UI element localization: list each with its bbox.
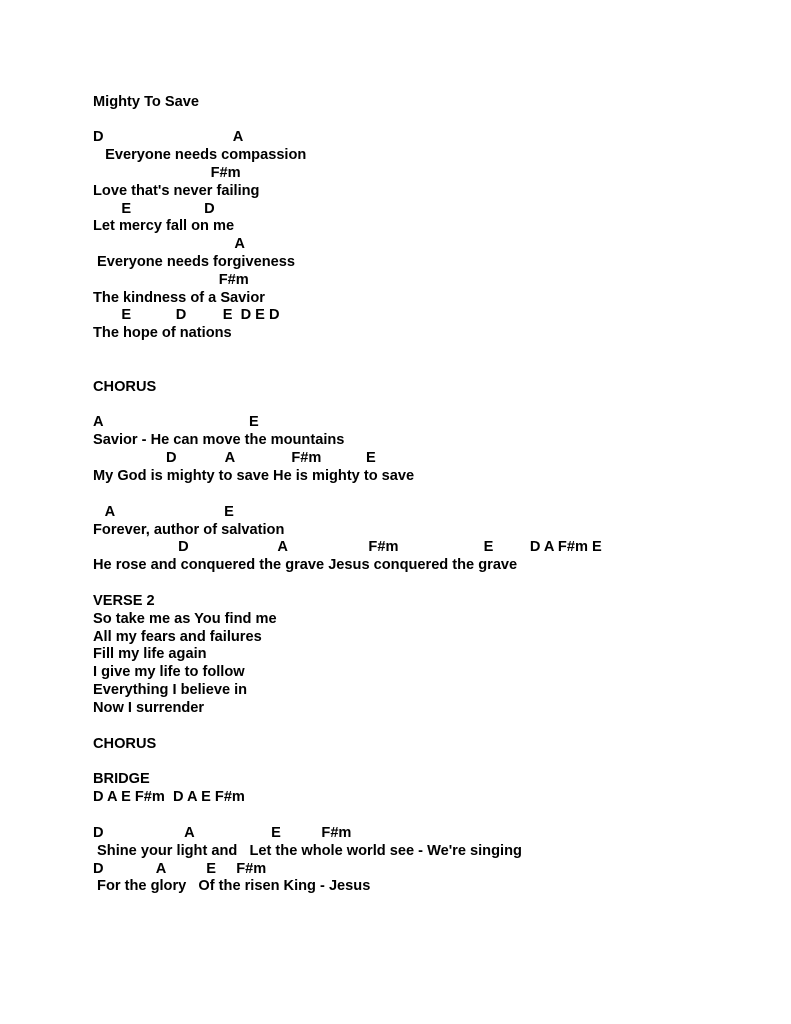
- chord-line: E D E D E D: [93, 307, 280, 323]
- chord-line: D A: [93, 129, 244, 145]
- section-heading-bridge: BRIDGE: [93, 771, 150, 787]
- lyric-line: Let mercy fall on me: [93, 218, 235, 234]
- lyric-line: All my fears and failures: [93, 629, 262, 645]
- section-heading-chorus: CHORUS: [93, 379, 157, 395]
- lyric-line: He rose and conquered the grave Jesus conquered the grave: [93, 557, 518, 573]
- song-title: Mighty To Save: [93, 94, 199, 110]
- lyric-line: Everyone needs compassion: [93, 147, 307, 163]
- section-heading-verse-2: VERSE 2: [93, 593, 155, 609]
- chord-line: F#m: [93, 272, 249, 288]
- lyric-line: For the glory Of the risen King - Jesus: [93, 878, 371, 894]
- lyric-line: So take me as You find me: [93, 611, 277, 627]
- chord-line: A E: [93, 504, 234, 520]
- lyric-line: Everything I believe in: [93, 682, 248, 698]
- lyric-line: Everyone needs forgiveness: [93, 254, 295, 270]
- lyric-line: Shine your light and Let the whole world see - We're singing: [93, 843, 522, 859]
- lyric-line: My God is mighty to save He is mighty to save: [93, 468, 415, 484]
- chord-line: D A E F#m D A E F#m: [93, 789, 245, 805]
- lyric-line: Savior - He can move the mountains: [93, 432, 345, 448]
- lyric-line: Love that's never failing: [93, 183, 260, 199]
- lyric-line: Forever, author of salvation: [93, 522, 285, 538]
- chord-line: F#m: [93, 165, 241, 181]
- lyric-line: I give my life to follow: [93, 664, 245, 680]
- chord-line: E D: [93, 201, 215, 217]
- chord-line: A: [93, 236, 245, 252]
- chord-line: D A E F#m: [93, 861, 267, 877]
- lyric-line: Now I surrender: [93, 700, 205, 716]
- chord-line: A E: [93, 414, 259, 430]
- chord-line: D A F#m E D A F#m E: [93, 539, 602, 555]
- section-heading-chorus: CHORUS: [93, 736, 157, 752]
- chord-line: D A E F#m: [93, 825, 352, 841]
- lyric-line: The kindness of a Savior: [93, 290, 265, 306]
- lyric-line: The hope of nations: [93, 325, 232, 341]
- chord-line: D A F#m E: [93, 450, 376, 466]
- lyric-line: Fill my life again: [93, 646, 207, 662]
